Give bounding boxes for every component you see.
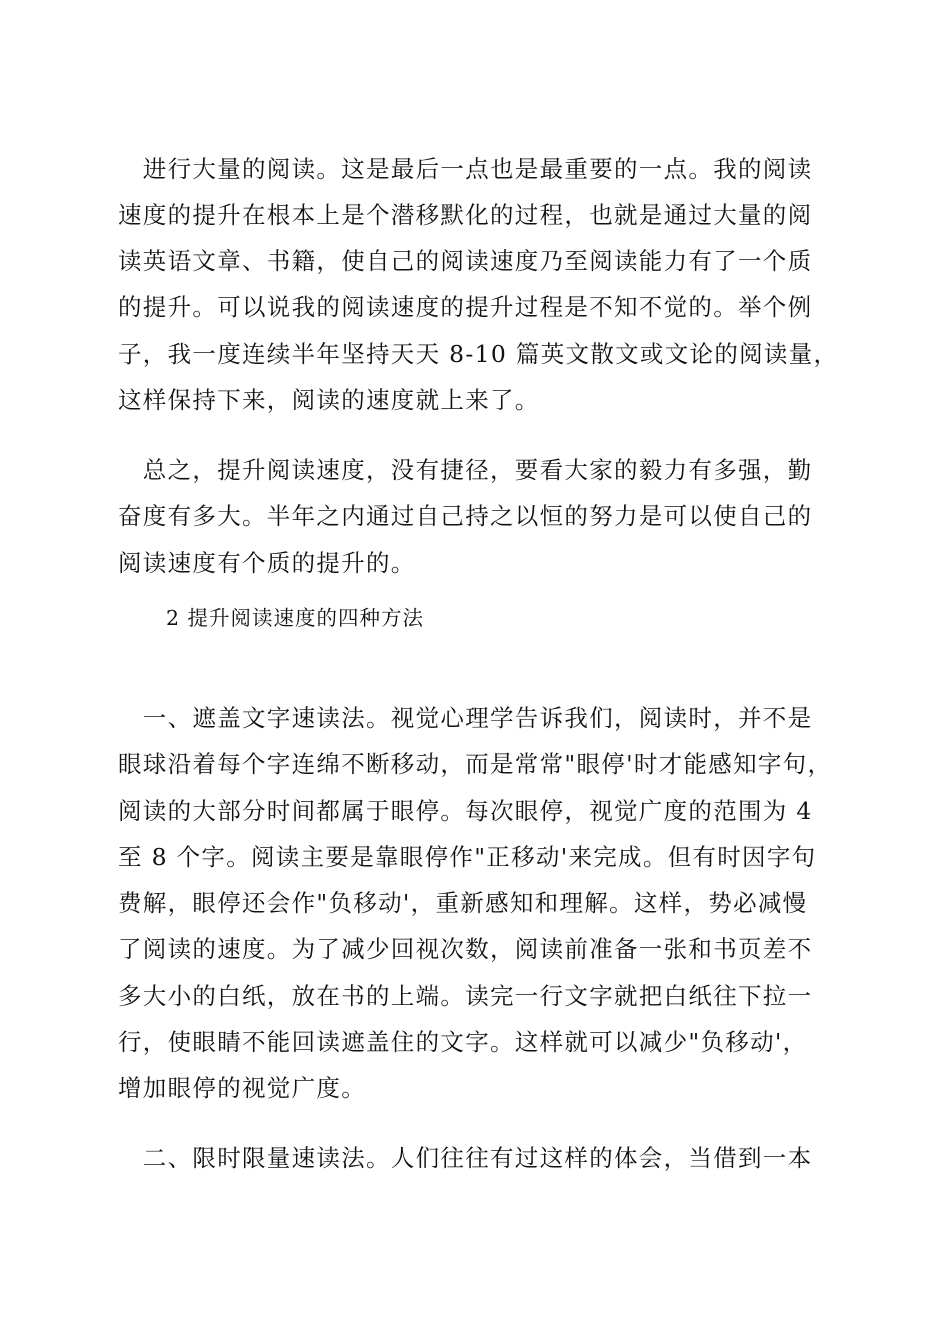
text-line: 了阅读的速度。为了减少回视次数，阅读前准备一张和书页差不	[118, 935, 813, 963]
text-line: 的提升。可以说我的阅读速度的提升过程是不知不觉的。举个例	[118, 293, 813, 321]
text-line: 二、限时限量速读法。人们往往有过这样的体会，当借到一本	[118, 1144, 813, 1172]
text-line: 费解，眼停还会作"负移动'，重新感知和理解。这样，势必减慢	[118, 889, 808, 917]
text-line: 阅读的大部分时间都属于眼停。每次眼停，视觉广度的范围为 4	[118, 797, 813, 825]
text-line: 行，使眼睛不能回读遮盖住的文字。这样就可以减少"负移动'，	[118, 1028, 808, 1056]
text-line: 读英语文章、书籍，使自己的阅读速度乃至阅读能力有了一个质	[118, 247, 813, 275]
text-line: 这样保持下来，阅读的速度就上来了。	[118, 386, 540, 414]
text-line: 奋度有多大。半年之内通过自己持之以恒的努力是可以使自己的	[118, 502, 813, 530]
text-line: 一、遮盖文字速读法。视觉心理学告诉我们，阅读时，并不是	[118, 704, 813, 732]
text-line: 至 8 个字。阅读主要是靠眼停作"正移动'来完成。但有时因字句	[118, 843, 817, 871]
text-line: 多大小的白纸，放在书的上端。读完一行文字就把白纸往下拉一	[118, 982, 813, 1010]
text-line: 总之，提升阅读速度，没有捷径，要看大家的毅力有多强，勤	[118, 456, 813, 484]
text-line: 增加眼停的视觉广度。	[118, 1074, 366, 1102]
text-line: 速度的提升在根本上是个潜移默化的过程，也就是通过大量的阅	[118, 201, 813, 229]
section-heading: 2 提升阅读速度的四种方法	[166, 606, 425, 630]
text-line: 阅读速度有个质的提升的。	[118, 549, 416, 577]
text-line: 眼球沿着每个字连绵不断移动，而是常常"眼停'时才能感知字句，	[118, 750, 833, 778]
text-line: 进行大量的阅读。这是最后一点也是最重要的一点。我的阅读	[118, 155, 813, 183]
text-line: 子，我一度连续半年坚持天天 8-10 篇英文散文或文论的阅读量，	[118, 340, 839, 368]
